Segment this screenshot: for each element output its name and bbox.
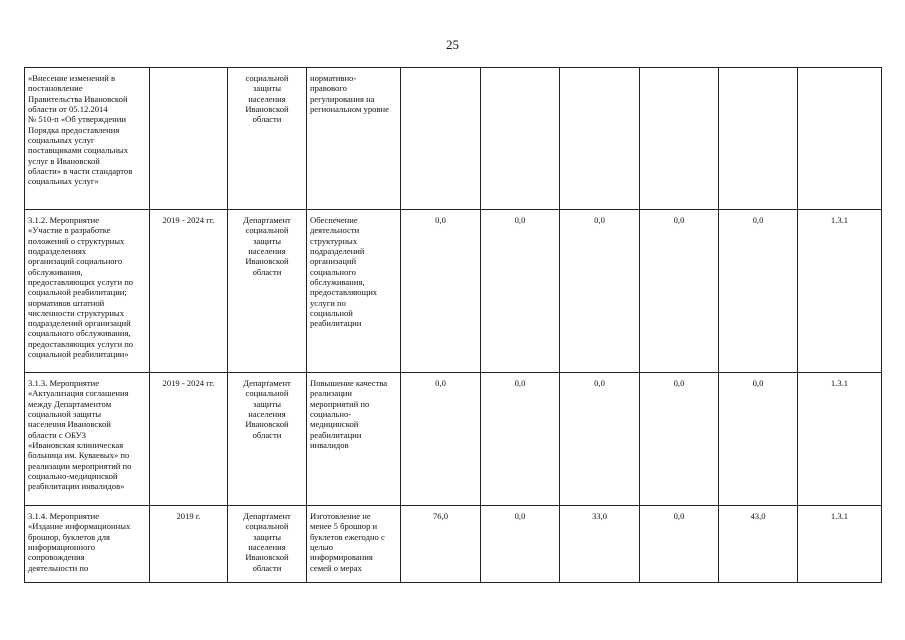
table-row (25, 210, 882, 373)
term-cell: 2019 - 2024 гг. (150, 210, 228, 373)
expected-result-cell: Обеспечение деятельности структурных подразделений организаций социального обслуживания, предоставляющих услуги по социальной реабилитации (307, 210, 401, 373)
activity-name-cell: «Внесение изменений в постановление Правительства Ивановской области от 05.12.2014 № 510-п «Об утверждении Порядка предоставления социальных услуг поставщиками социальных услуг в Ивановской области» в части стандартов социальных услуг» (25, 68, 150, 210)
value-cell: 43,0 (719, 506, 798, 583)
executor-cell: Департамент социальной защиты населения Ивановской области (228, 506, 307, 583)
value-cell: 0,0 (560, 210, 640, 373)
table-row (25, 506, 882, 583)
expected-result-cell: Повышение качества реализации мероприятий по социально- медицинской реабилитации инвалидов (307, 373, 401, 506)
value-cell: 76,0 (401, 506, 481, 583)
executor-cell: социальной защиты населения Ивановской области (228, 68, 307, 210)
indicator-code-cell: 1.3.1 (798, 373, 882, 506)
expected-result-cell: нормативно- правового регулирования на региональном уровне (307, 68, 401, 210)
expected-result-cell: Изготовление не менее 5 брошюр и буклетов ежегодно с целью информирования семей о мерах (307, 506, 401, 583)
value-cell: 0,0 (719, 210, 798, 373)
table-row (25, 68, 882, 210)
value-cell: 0,0 (719, 373, 798, 506)
executor-cell: Департамент социальной защиты населения Ивановской области (228, 373, 307, 506)
value-cell: 0,0 (481, 373, 560, 506)
program-activities-table (24, 67, 882, 583)
term-cell (150, 68, 228, 210)
value-cell (560, 68, 640, 210)
indicator-code-cell: 1.3.1 (798, 210, 882, 373)
value-cell (719, 68, 798, 210)
value-cell (481, 68, 560, 210)
value-cell: 0,0 (401, 373, 481, 506)
executor-cell: Департамент социальной защиты населения Ивановской области (228, 210, 307, 373)
value-cell: 0,0 (401, 210, 481, 373)
value-cell (401, 68, 481, 210)
table-row (25, 373, 882, 506)
activity-name-cell: 3.1.2. Мероприятие «Участие в разработке положений о структурных подразделениях организаций социального обслуживания, предоставляющих услуги по социальной реабилитации; нормативов штатной численности структурных подразделений организаций социального обслуживания, предоставляющих услуги по социальной реабилитации» (25, 210, 150, 373)
indicator-code-cell (798, 68, 882, 210)
value-cell: 0,0 (481, 210, 560, 373)
term-cell: 2019 г. (150, 506, 228, 583)
page-number: 25 (446, 37, 459, 52)
indicator-code-cell: 1.3.1 (798, 506, 882, 583)
value-cell: 33,0 (560, 506, 640, 583)
activity-name-cell: 3.1.3. Мероприятие «Актуализация соглашения между Департаментом социальной защиты населения Ивановской области с ОБУЗ «Ивановская клиническая больница им. Куваевых» по реализации мероприятий по социально-медицинской реабилитации инвалидов» (25, 373, 150, 506)
value-cell: 0,0 (481, 506, 560, 583)
term-cell: 2019 - 2024 гг. (150, 373, 228, 506)
value-cell (640, 68, 719, 210)
value-cell: 0,0 (560, 373, 640, 506)
value-cell: 0,0 (640, 506, 719, 583)
value-cell: 0,0 (640, 210, 719, 373)
value-cell: 0,0 (640, 373, 719, 506)
activity-name-cell: 3.1.4. Мероприятие «Издание информационных брошюр, буклетов для информационного сопровождения деятельности по (25, 506, 150, 583)
